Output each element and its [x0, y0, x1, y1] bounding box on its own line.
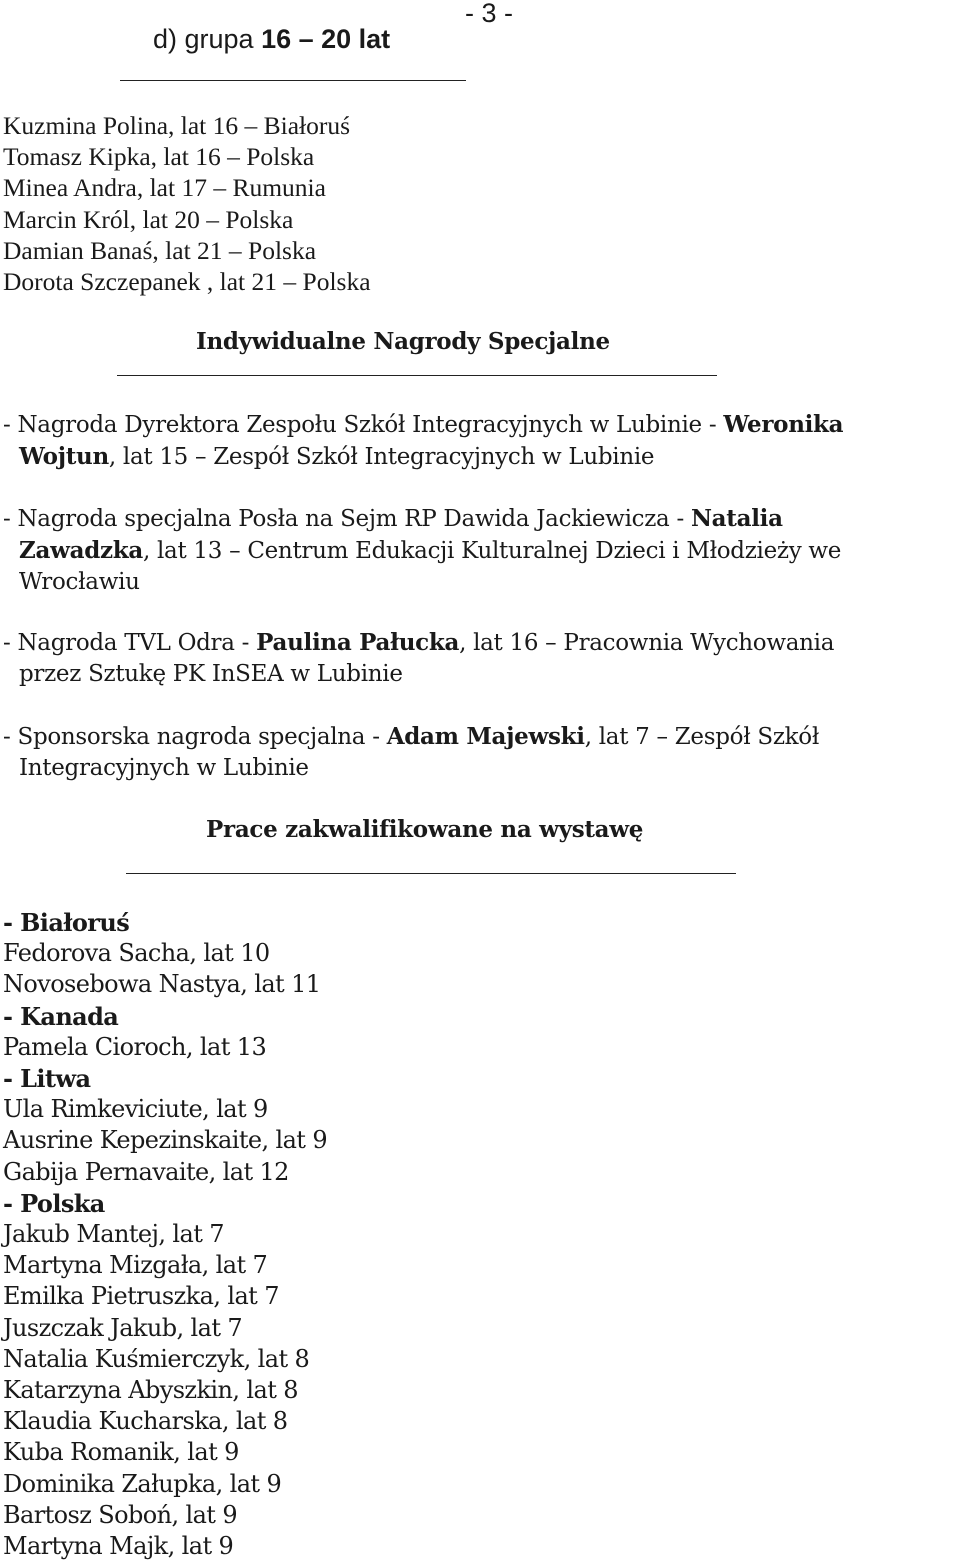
award-mp: - Nagroda specjalna Posła na Sejm RP Dawida Jackiewicza - Natalia Zawadzka, lat 13 – Centrum Edukacji Kulturalnej Dzieci i Młodzieży we Wrocławiu: [3, 505, 842, 596]
participant-entry: Juszczak Jakub, lat 7: [3, 1313, 243, 1342]
participant-entry: Novosebowa Nastya, lat 11: [3, 970, 321, 999]
country-heading: - Białoruś: [3, 908, 130, 937]
participant-entry: Jakub Mantej, lat 7: [3, 1220, 224, 1249]
qualified-title: Prace zakwalifikowane na wystawę: [206, 816, 644, 843]
award-director: - Nagroda Dyrektora Zespołu Szkół Integracyjnych w Lubinie - Weronika Wojtun, lat 15 – Zespół Szkół Integracyjnych w Lubinie: [3, 411, 844, 471]
participant-entry: Katarzyna Abyszkin, lat 8: [3, 1376, 298, 1405]
participant-entry: Kuba Romanik, lat 9: [3, 1438, 239, 1467]
participant-entry: Natalia Kuśmierczyk, lat 8: [3, 1344, 310, 1373]
group-entry: Tomasz Kipka, lat 16 – Polska: [3, 142, 315, 172]
participant-entry: Emilka Pietruszka, lat 7: [3, 1282, 279, 1311]
special-awards-title: Indywidualne Nagrody Specjalne: [196, 328, 610, 355]
participant-entry: Gabija Pernavaite, lat 12: [3, 1157, 289, 1186]
participant-entry: Klaudia Kucharska, lat 8: [3, 1407, 288, 1436]
participant-entry: Pamela Cioroch, lat 13: [3, 1032, 267, 1061]
award-sponsor: - Sponsorska nagroda specjalna - Adam Majewski, lat 7 – Zespół Szkół Integracyjnych w Lubinie: [3, 723, 819, 782]
participant-entry: Fedorova Sacha, lat 10: [3, 939, 270, 968]
group-underline: [120, 80, 466, 81]
group-heading: [153, 24, 390, 55]
award-winner-name: Adam Majewski: [386, 723, 585, 750]
participant-entry: Dominika Załupka, lat 9: [3, 1469, 282, 1498]
participant-entry: Bartosz Soboń, lat 9: [3, 1500, 238, 1529]
group-entry: Marcin Król, lat 20 – Polska: [3, 204, 294, 234]
group-entry: Damian Banaś, lat 21 – Polska: [3, 235, 317, 265]
group-entry: Minea Andra, lat 17 – Rumunia: [3, 173, 326, 203]
page-number: - 3 -: [465, 0, 514, 28]
group-entry: Dorota Szczepanek , lat 21 – Polska: [3, 267, 371, 297]
award-winner-name: Wojtun: [19, 443, 109, 471]
country-heading: - Polska: [3, 1188, 105, 1218]
award-winner-name: Natalia: [690, 505, 783, 532]
group-heading-prefix: d) grupa: [153, 24, 262, 54]
country-heading: - Kanada: [3, 1001, 119, 1031]
participant-entry: Ausrine Kepezinskaite, lat 9: [3, 1126, 328, 1155]
group-entry: Kuzmina Polina, lat 16 – Białoruś: [3, 111, 351, 140]
award-winner-name: Weronika: [723, 411, 844, 438]
group-entries: [3, 110, 371, 297]
country-heading: - Litwa: [3, 1064, 91, 1094]
award-tvl-odra: - Nagroda TVL Odra - Paulina Pałucka, lat 16 – Pracownia Wychowania przez Sztukę PK InSEA w Lubinie: [3, 629, 835, 688]
participant-entry: Martyna Mizgała, lat 7: [3, 1251, 268, 1280]
participant-entry: Ula Rimkeviciute, lat 9: [3, 1095, 268, 1124]
qualified-list: [3, 907, 327, 1562]
award-winner-name: Paulina Pałucka: [256, 629, 460, 656]
group-heading-range: 16 – 20 lat: [261, 24, 391, 54]
special-awards-underline: [117, 375, 717, 376]
award-winner-name: Zawadzka: [19, 537, 143, 565]
participant-entry: Martyna Majk, lat 9: [3, 1532, 234, 1561]
qualified-underline: [126, 873, 736, 874]
